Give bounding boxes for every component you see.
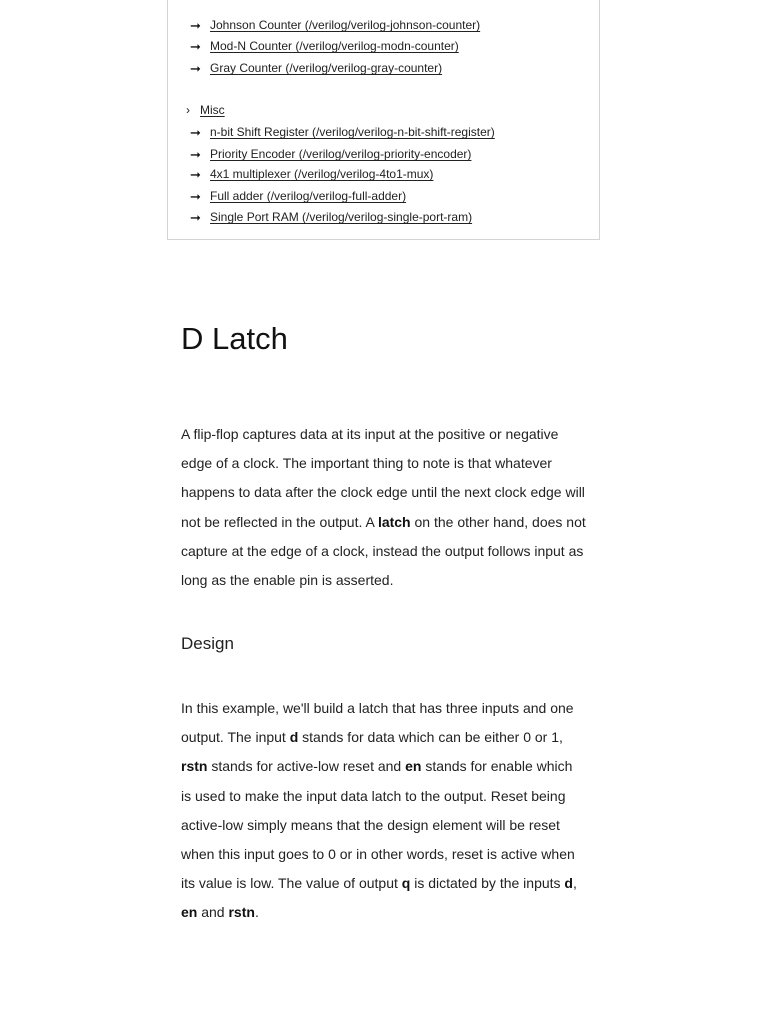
arrow-right-icon: ➞ (190, 17, 201, 33)
design-text-6: , (572, 875, 577, 892)
arrow-right-icon: ➞ (190, 209, 201, 225)
design-bold-q: q (401, 875, 411, 892)
design-bold-rstn: rstn (181, 758, 208, 775)
design-bold-d: d (289, 729, 299, 746)
nav-link-priority-encoder[interactable]: Priority Encoder (/verilog/verilog-priority-encoder) (210, 147, 472, 161)
intro-bold-latch: latch (377, 513, 411, 530)
nav-item-johnson-counter[interactable] (190, 15, 480, 35)
design-bold-en: en (405, 758, 422, 775)
nav-link-gray-counter[interactable]: Gray Counter (/verilog/verilog-gray-counter) (210, 61, 443, 75)
nav-item-4to1-mux[interactable] (190, 164, 433, 184)
design-text-3: stands for active-low reset and (207, 758, 406, 775)
chevron-right-icon: › (186, 103, 190, 117)
nav-item-full-adder[interactable] (190, 186, 406, 206)
design-text-4: stands for enable which is used to make the input data latch to the output. Reset being active-low simply means that the design element will be reset when this input goes to 0 or in other words, reset is active when its value is low. The value of output (181, 758, 575, 892)
nav-item-single-port-ram[interactable] (190, 207, 472, 227)
nav-link-4to1-mux[interactable]: 4x1 multiplexer (/verilog/verilog-4to1-mux) (210, 167, 434, 181)
nav-item-modn-counter[interactable] (190, 36, 459, 56)
nav-link-single-port-ram[interactable]: Single Port RAM (/verilog/verilog-single-port-ram) (210, 210, 473, 224)
nav-item-priority-encoder[interactable] (190, 144, 471, 164)
design-bold-d-2: d (564, 875, 573, 892)
intro-paragraph (181, 420, 586, 595)
nav-section-misc-link[interactable]: Misc (200, 103, 225, 117)
design-heading: Design (181, 634, 234, 653)
sidebar-nav-box (167, 0, 600, 240)
page-title: D Latch (181, 321, 288, 356)
arrow-right-icon: ➞ (190, 166, 201, 182)
arrow-right-icon: ➞ (190, 60, 201, 76)
design-text-5: is dictated by the inputs (410, 875, 565, 892)
nav-link-johnson-counter[interactable]: Johnson Counter (/verilog/verilog-johnson-counter) (210, 18, 481, 32)
nav-link-shift-register[interactable]: n-bit Shift Register (/verilog/verilog-n-bit-shift-register) (210, 125, 495, 139)
nav-item-gray-counter[interactable] (190, 58, 442, 78)
intro-text-1: A flip-flop captures data at its input at the positive or negative edge of a clock. The important thing to note is that whatever happens to data after the clock edge until the next clock edge will not be reflected in the output. A (181, 426, 585, 530)
design-text-8: . (254, 904, 259, 921)
arrow-right-icon: ➞ (190, 146, 201, 162)
arrow-right-icon: ➞ (190, 124, 201, 140)
design-bold-en-2: en (181, 904, 198, 921)
design-text-7: and (197, 904, 229, 921)
design-paragraph (181, 694, 586, 928)
nav-link-full-adder[interactable]: Full adder (/verilog/verilog-full-adder) (210, 189, 407, 203)
intro-text-2: on the other hand, does not capture at the edge of a clock, instead the output follows input as long as the enable pin is asserted. (181, 513, 586, 589)
nav-item-shift-register[interactable] (190, 122, 495, 142)
arrow-right-icon: ➞ (190, 38, 201, 54)
design-text-2: stands for data which can be either 0 or 1, (298, 729, 563, 746)
design-text-1: In this example, we'll build a latch that has three inputs and one output. The input (181, 700, 574, 746)
arrow-right-icon: ➞ (190, 188, 201, 204)
design-bold-rstn-2: rstn (228, 904, 255, 921)
nav-link-modn-counter[interactable]: Mod-N Counter (/verilog/verilog-modn-counter) (210, 39, 459, 53)
nav-section-misc[interactable] (186, 100, 225, 120)
